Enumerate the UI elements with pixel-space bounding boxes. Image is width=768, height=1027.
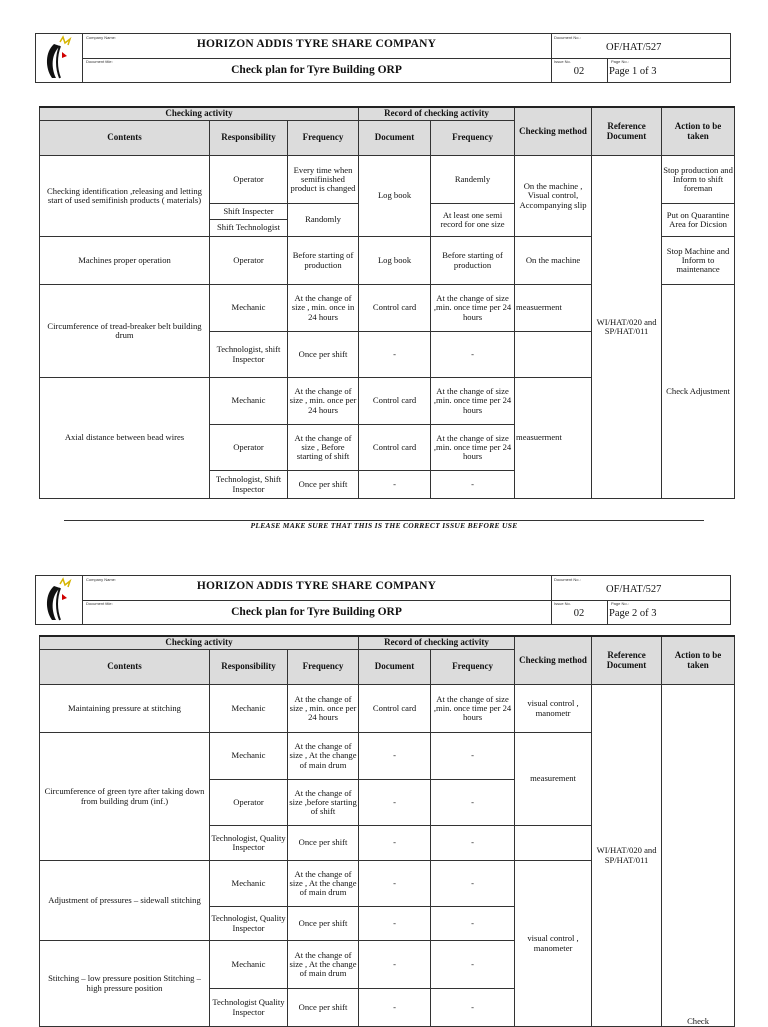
table-cell: Technologist, Quality Inspector [210, 907, 288, 941]
table-cell: measurement [515, 733, 592, 826]
table-cell: At least one semi record for one size [431, 204, 515, 237]
table-cell: Technologist, Quality Inspector [210, 826, 288, 861]
table-cell: - [359, 780, 431, 826]
table-cell: Operator [210, 780, 288, 826]
table-cell: Operator [210, 237, 288, 285]
table-cell: At the change of size , min. once in 24 hours [288, 285, 359, 332]
table-cell: Before starting of production [431, 237, 515, 285]
header-meta-block [551, 34, 731, 82]
table-cell: Control card [359, 285, 431, 332]
table-cell: At the change of size , Before starting of shift [288, 425, 359, 471]
table-cell: Control card [359, 378, 431, 425]
checking-activity-header: Checking activity [40, 636, 359, 650]
responsibility-header: Responsibility [210, 650, 288, 685]
header-meta-block [551, 576, 731, 624]
action-header: Action to be taken [662, 107, 735, 156]
document-number-label: Document No.: [554, 577, 581, 582]
reference-document-header: Reference Document [592, 636, 662, 685]
table-cell: visual control , manometer [515, 861, 592, 1027]
check-plan-table-page-2 [39, 635, 735, 1027]
table-cell: Operator [210, 156, 288, 204]
table-cell: - [359, 332, 431, 378]
table-cell: On the machine [515, 237, 592, 285]
table-cell: WI/HAT/020 and SP/HAT/011 [592, 685, 662, 1027]
table-cell: Once per shift [288, 907, 359, 941]
issue-number: 02 [573, 66, 585, 77]
contents-header: Contents [40, 650, 210, 685]
checking-method-header: Checking method [515, 107, 592, 156]
table-cell: Technologist, Shift Inspector [210, 471, 288, 499]
table-cell: Machines proper operation [40, 237, 210, 285]
table-cell: Checking identification ,releasing and letting start of used semifinish products ( materials) [40, 156, 210, 237]
table-cell: - [431, 733, 515, 780]
header-title-block [82, 576, 552, 624]
table-cell: Before starting of production [288, 237, 359, 285]
contents-header: Contents [40, 121, 210, 156]
check-plan-table-page-1 [39, 106, 735, 499]
checking-activity-header: Checking activity [40, 107, 359, 121]
table-cell: Mechanic [210, 685, 288, 733]
table-cell: At the change of size , At the change of main drum [288, 861, 359, 907]
table-cell: - [359, 826, 431, 861]
table-cell: Stitching – low pressure position Stitching – high pressure position [40, 941, 210, 1027]
table-cell: - [431, 780, 515, 826]
table-cell: Randomly [288, 204, 359, 237]
table-cell: Mechanic [210, 378, 288, 425]
table-cell: - [431, 471, 515, 499]
company-name-label: Company Name: [86, 577, 117, 582]
document-number: OF/HAT/527 [606, 42, 662, 53]
table-cell: WI/HAT/020 and SP/HAT/011 [592, 156, 662, 499]
table-cell: - [359, 941, 431, 989]
table-cell: At the change of size ,min. once time per 24 hours [431, 285, 515, 332]
table-cell: - [431, 332, 515, 378]
table-cell: Control card [359, 425, 431, 471]
table-cell: Stop production and Inform to shift foreman [662, 156, 735, 204]
document-title: Check plan for Tyre Building ORP [231, 606, 402, 618]
table-cell: Mechanic [210, 733, 288, 780]
table-cell: - [359, 733, 431, 780]
table-cell: Every time when semifinished product is changed [288, 156, 359, 204]
table-cell: Once per shift [288, 989, 359, 1027]
table-cell: Put on Quarantine Area for Dicsion [662, 204, 735, 237]
issue-label: Issue No. [554, 59, 571, 64]
table-cell: - [431, 989, 515, 1027]
table-cell [515, 826, 592, 861]
company-logo [36, 34, 83, 82]
table-cell: Technologist, shift Inspector [210, 332, 288, 378]
table-cell: Mechanic [210, 861, 288, 907]
header-title-block [82, 34, 552, 82]
table-cell: Shift Technologist [210, 220, 288, 237]
frequency-header: Frequency [288, 650, 359, 685]
table-row [40, 156, 735, 204]
table-cell: - [431, 941, 515, 989]
document-number-label: Document No.: [554, 35, 581, 40]
table-cell: Circumference of green tyre after taking down from building drum (inf.) [40, 733, 210, 861]
table-cell: Mechanic [210, 285, 288, 332]
document-title: Check plan for Tyre Building ORP [231, 64, 402, 76]
table-cell: On the machine , Visual control, Accompanying slip [515, 156, 592, 237]
footer-notice: PLEASE MAKE SURE THAT THIS IS THE CORRECT ISSUE BEFORE USE [250, 521, 518, 530]
page-number: Page 1 of 3 [609, 66, 657, 77]
table-cell: Axial distance between bead wires [40, 378, 210, 499]
document-header [35, 33, 731, 83]
company-name-label: Company Name: [86, 35, 117, 40]
record-header: Record of checking activity [359, 636, 515, 650]
logo-icon [36, 576, 82, 624]
table-cell: Control card [359, 685, 431, 733]
document-header: Document [359, 650, 431, 685]
table-cell: At the change of size ,min. once time per 24 hours [431, 378, 515, 425]
company-name: HORIZON ADDIS TYRE SHARE COMPANY [196, 38, 437, 50]
table-cell: Log book [359, 156, 431, 237]
table-cell [515, 332, 592, 378]
table-cell: Check [662, 685, 735, 1027]
table-cell: Log book [359, 237, 431, 285]
table-cell: At the change of size , At the change of main drum [288, 941, 359, 989]
table-row [40, 685, 735, 733]
document-header: Document [359, 121, 431, 156]
table-cell: Stop Machine and Inform to maintenance [662, 237, 735, 285]
document-title-label: Document title: [86, 59, 113, 64]
reference-document-header: Reference Document [592, 107, 662, 156]
table-cell: Maintaining pressure at stitching [40, 685, 210, 733]
responsibility-header: Responsibility [210, 121, 288, 156]
table-cell: measuerment [515, 378, 592, 499]
table-cell: Randemly [431, 156, 515, 204]
table-cell: Once per shift [288, 332, 359, 378]
table-cell: At the change of size ,before starting of shift [288, 780, 359, 826]
table-cell: - [431, 907, 515, 941]
document-header [35, 575, 731, 625]
table-cell: At the change of size , At the change of main drum [288, 733, 359, 780]
action-header: Action to be taken [662, 636, 735, 685]
table-cell: - [359, 989, 431, 1027]
company-logo [36, 576, 83, 624]
table-cell: Mechanic [210, 941, 288, 989]
page-label: Page No.: [611, 601, 629, 606]
record-frequency-header: Frequency [431, 650, 515, 685]
table-cell: - [359, 861, 431, 907]
table-cell: - [431, 826, 515, 861]
logo-icon [36, 34, 82, 82]
frequency-header: Frequency [288, 121, 359, 156]
table-cell: At the change of size ,min. once time per 24 hours [431, 425, 515, 471]
table-cell: Technologist Quality Inspector [210, 989, 288, 1027]
record-frequency-header: Frequency [431, 121, 515, 156]
table-cell: Shift Inspecter [210, 204, 288, 220]
company-name: HORIZON ADDIS TYRE SHARE COMPANY [196, 580, 437, 592]
table-cell: measuerment [515, 285, 592, 332]
table-cell: Operator [210, 425, 288, 471]
table-cell: visual control , manometr [515, 685, 592, 733]
table-cell: At the change of size , min. once per 24 hours [288, 378, 359, 425]
table-cell: - [359, 907, 431, 941]
table-cell: Circumference of tread-breaker belt building drum [40, 285, 210, 378]
table-cell: - [359, 471, 431, 499]
issue-label: Issue No. [554, 601, 571, 606]
document-number: OF/HAT/527 [606, 584, 662, 595]
page-number: Page 2 of 3 [609, 608, 657, 619]
page-label: Page No.: [611, 59, 629, 64]
record-header: Record of checking activity [359, 107, 515, 121]
table-cell: Check Adjustment [662, 285, 735, 499]
table-cell: - [431, 861, 515, 907]
checking-method-header: Checking method [515, 636, 592, 685]
document-title-label: Document title: [86, 601, 113, 606]
table-cell: At the change of size , min. once per 24 hours [288, 685, 359, 733]
table-cell: At the change of size ,min. once time per 24 hours [431, 685, 515, 733]
table-cell: Once per shift [288, 471, 359, 499]
issue-number: 02 [573, 608, 585, 619]
table-cell: Adjustment of pressures – sidewall stitching [40, 861, 210, 941]
table-cell: Once per shift [288, 826, 359, 861]
